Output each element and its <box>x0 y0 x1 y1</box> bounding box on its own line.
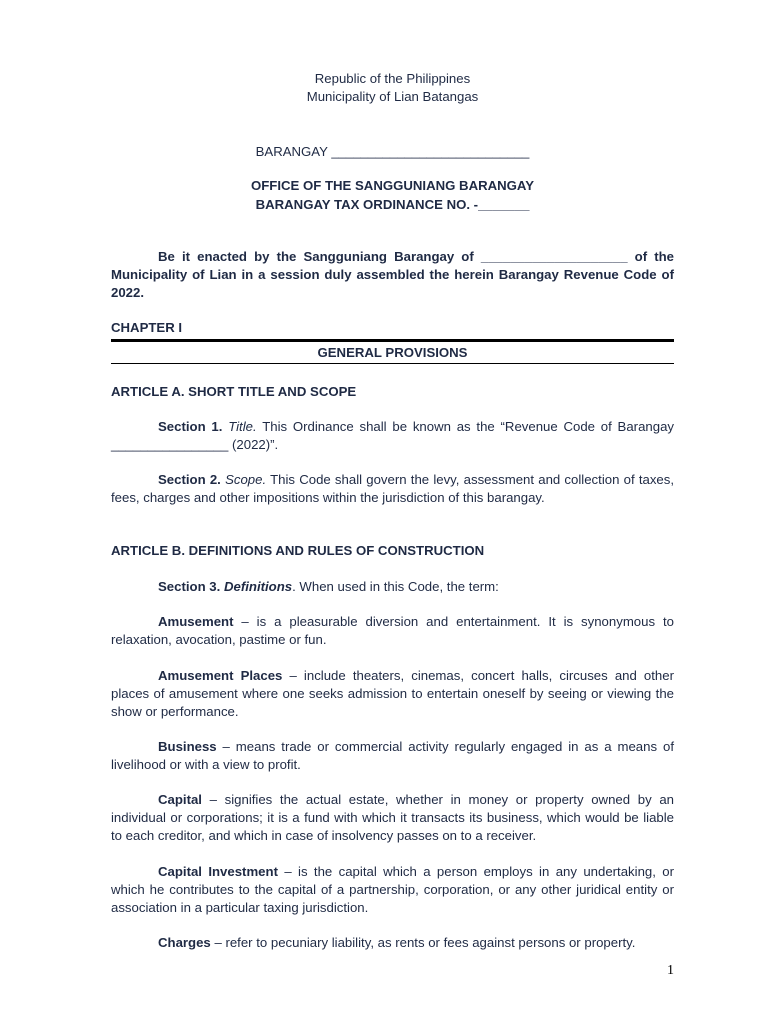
definition-amusement <box>111 613 674 649</box>
article-b-heading: ARTICLE B. DEFINITIONS AND RULES OF CONSTRUCTION <box>111 543 485 558</box>
chapter-title: GENERAL PROVISIONS <box>317 345 468 360</box>
section-3-text: . When used in this Code, the term: <box>292 579 499 594</box>
definition-term: Amusement Places <box>158 668 283 683</box>
section-2-term: Scope. <box>225 472 267 487</box>
definition-text: – is the capital which a person employs in any undertaking, or which he contributes to the capital of a partnership, corporation, or any other juridical entity or association in a particular taxing jurisdiction. <box>111 864 674 915</box>
definition-text: – means trade or commercial activity regularly engaged in as a means of livelihood or with a view to profit. <box>111 739 674 772</box>
definition-text: – is a pleasurable diversion and entertainment. It is synonymous to relaxation, avocation, pastime or fun. <box>111 614 674 647</box>
page-number: 1 <box>667 963 674 978</box>
header-barangay-blank: BARANGAY ___________________________ <box>255 144 530 159</box>
definition-text: – signifies the actual estate, whether in money or property owned by an individual or corporations; it is a fund with which it transacts its business, which would be liable to each creditor, and which in case of insolvency passes on to a receiver. <box>111 792 674 843</box>
section-1 <box>111 418 674 454</box>
definition-amusement-places <box>111 667 674 721</box>
section-1-term: Title. <box>228 419 257 434</box>
definition-term: Charges <box>158 935 211 950</box>
section-2-label: Section 2. <box>158 472 221 487</box>
header-republic: Republic of the Philippines <box>314 71 471 86</box>
definition-term: Business <box>158 739 217 754</box>
section-3-label: Section 3. <box>158 579 221 594</box>
section-2 <box>111 471 674 507</box>
section-1-text: This Ordinance shall be known as the “Revenue Code of Barangay ________________ (2022)”. <box>111 419 674 452</box>
definition-charges <box>111 934 674 952</box>
section-3-term: Definitions <box>223 579 293 594</box>
article-a-heading: ARTICLE A. SHORT TITLE AND SCOPE <box>111 384 357 399</box>
document-page <box>111 0 674 1024</box>
definition-term: Amusement <box>158 614 234 629</box>
section-1-label: Section 1. <box>158 419 223 434</box>
definition-capital <box>111 791 674 845</box>
header-office: OFFICE OF THE SANGGUNIANG BARANGAY <box>250 178 535 193</box>
chapter-rule-bottom <box>111 363 674 364</box>
definition-text: – refer to pecuniary liability, as rents or fees against persons or property. <box>210 935 636 950</box>
chapter-rule-top <box>111 339 674 342</box>
chapter-label: CHAPTER I <box>111 320 183 335</box>
header-ordinance-number: BARANGAY TAX ORDINANCE NO. -_______ <box>255 197 530 212</box>
definition-term: Capital Investment <box>158 864 278 879</box>
section-2-text: This Code shall govern the levy, assessment and collection of taxes, fees, charges and other impositions within the jurisdiction of this barangay. <box>111 472 675 505</box>
definition-term: Capital <box>158 792 202 807</box>
definition-capital-investment <box>111 863 674 917</box>
definition-business <box>111 738 674 774</box>
enactment-clause: Be it enacted by the Sangguniang Barangay of ____________________ of the Municipality of Lian in a session duly assembled the herein Barangay Revenue Code of 2022. <box>111 249 674 300</box>
definition-text: – include theaters, cinemas, concert halls, circuses and other places of amusement where one seeks admission to entertain oneself by seeing or viewing the show or performance. <box>111 668 674 719</box>
section-3 <box>111 578 674 596</box>
header-municipality: Municipality of Lian Batangas <box>306 89 479 104</box>
